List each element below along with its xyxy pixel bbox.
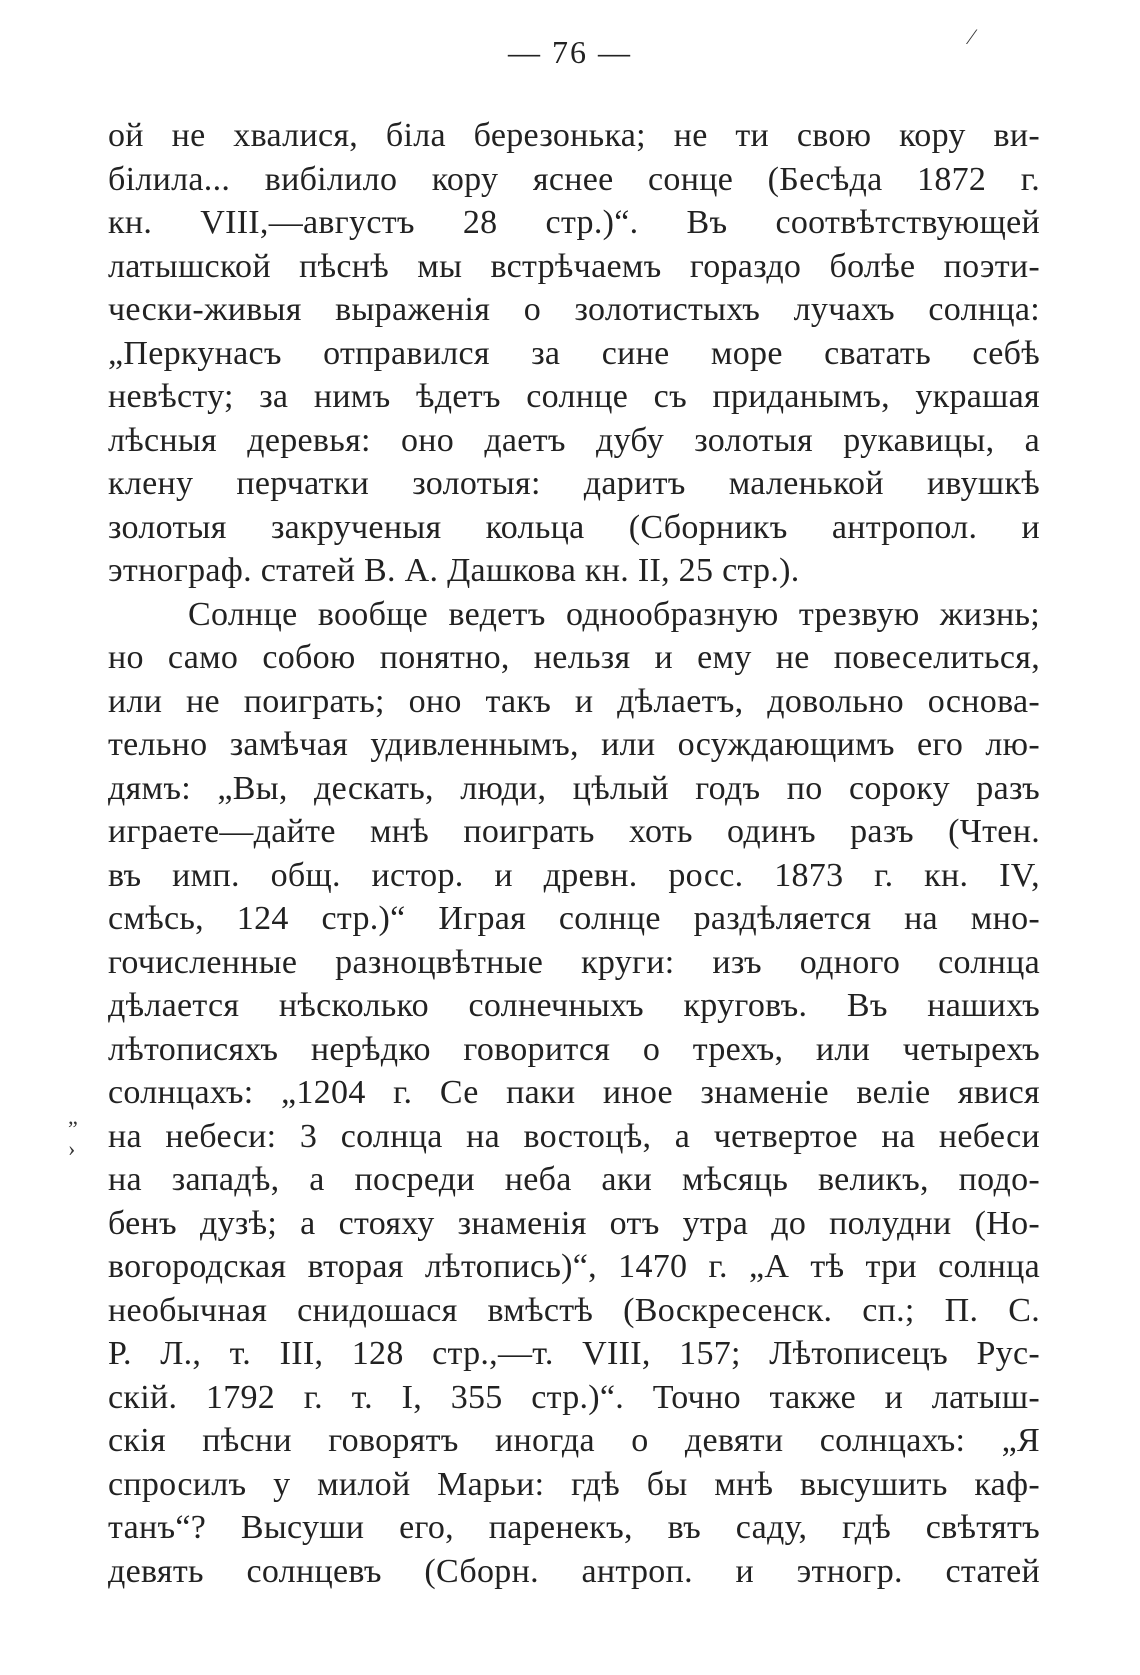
scan-speck: „ — [68, 1104, 78, 1129]
text-line: на небеси: 3 солнца на востоцѣ, а четвертое на небеси — [108, 1117, 1040, 1155]
scan-speck: › — [68, 1136, 76, 1161]
text-line: латышской пѣснѣ мы встрѣчаемъ гораздо болѣе поэти- — [108, 247, 1040, 285]
text-line: вогородская вторая лѣтопись)“, 1470 г. „А тѣ три солнца — [108, 1248, 1040, 1285]
text-line: танъ“? Высуши его, паренекъ, въ саду, гдѣ свѣтятъ — [108, 1509, 1040, 1546]
paragraph-1 — [108, 114, 1040, 593]
text-line: чески-живыя выраженія о золотистыхъ лучахъ солнца: — [108, 291, 1040, 328]
text-line: дямъ: „Вы, дескать, люди, цѣлый годъ по сороку разъ — [108, 769, 1040, 807]
text-line: „Перкунасъ отправился за сине море сватать себѣ — [108, 334, 1040, 372]
scan-speck: ⁄ — [968, 24, 974, 49]
text-line: золотыя закрученыя кольца (Сборникъ антропол. и — [108, 508, 1040, 546]
text-line: Солнце вообще ведетъ однообразную трезвую жизнь; — [188, 595, 1040, 633]
text-line: спросилъ у милой Марьи: гдѣ бы мнѣ высушить каф- — [108, 1465, 1040, 1503]
text-line: білила... вибілило кору яснее сонце (Бесѣда 1872 г. — [108, 160, 1040, 198]
text-line: дѣлается нѣсколько солнечныхъ круговъ. Въ нашихъ — [108, 987, 1040, 1024]
text-line: тельно замѣчая удивленнымъ, или осуждающимъ его лю- — [108, 726, 1040, 763]
text-line: играете—дайте мнѣ поиграть хоть одинъ разъ (Чтен. — [108, 813, 1040, 850]
text-line: на западѣ, а посреди неба аки мѣсяць великъ, подо- — [108, 1161, 1040, 1198]
text-line: въ имп. общ. истор. и древн. росс. 1873 г. кн. IV, — [108, 856, 1040, 894]
text-line: ой не хвалися, біла березонька; не ти свою кору ви- — [108, 117, 1040, 154]
text-line: бенъ дузѣ; а стояху знаменія отъ утра до полудни (Но- — [108, 1204, 1040, 1242]
text-line: или не поиграть; оно такъ и дѣлаетъ, довольно основа- — [108, 682, 1040, 720]
text-line: солнцахъ: „1204 г. Се паки иное знаменіе веліе явися — [108, 1074, 1040, 1111]
page-number: — 76 — — [508, 34, 632, 70]
text-line: гочисленные разноцвѣтные круги: изъ одного солнца — [108, 943, 1040, 981]
paragraph-2 — [108, 593, 1040, 1594]
text-line: этнограф. статей В. А. Дашкова кн. II, 25 стр.). — [108, 552, 800, 589]
text-line: скій. 1792 г. т. I, 355 стр.)“. Точно также и латыш- — [108, 1378, 1040, 1416]
text-line: Р. Л., т. III, 128 стр.,—т. VIII, 157; Лѣтописецъ Рус- — [108, 1335, 1040, 1372]
text-line: необычная снидошася вмѣстѣ (Воскресенск. сп.; П. С. — [108, 1291, 1040, 1329]
text-line: девять солнцевъ (Сборн. антроп. и этногр. статей — [108, 1552, 1040, 1590]
text-line: скія пѣсни говорятъ иногда о девяти солнцахъ: „Я — [108, 1422, 1040, 1459]
text-line: смѣсь, 124 стр.)“ Играя солнце раздѣляется на мно- — [108, 900, 1040, 937]
text-line: клену перчатки золотыя: даритъ маленькой ивушкѣ — [108, 465, 1040, 502]
text-line: лѣсныя деревья: оно даетъ дубу золотыя рукавицы, а — [108, 421, 1040, 459]
text-line: лѣтописяхъ нерѣдко говорится о трехъ, или четырехъ — [108, 1030, 1040, 1068]
text-line: кн. VIII,—августъ 28 стр.)“. Въ соотвѣтствующей — [108, 204, 1040, 241]
text-line: невѣсту; за нимъ ѣдетъ солнце съ приданымъ, украшая — [108, 378, 1040, 415]
body-text — [108, 114, 1040, 1593]
text-line: но само собою понятно, нельзя и ему не повеселиться, — [108, 639, 1040, 676]
